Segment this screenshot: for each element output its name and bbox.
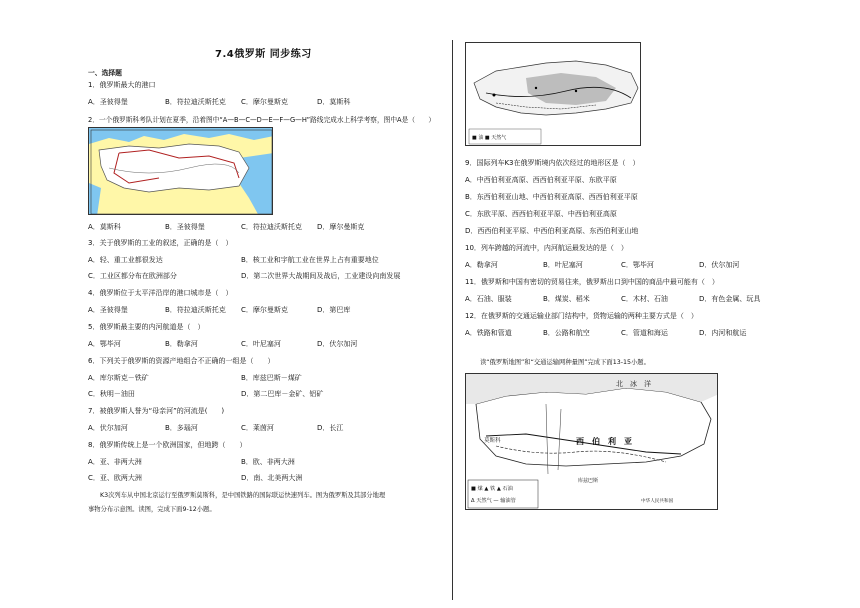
q9-option-c: C．东欧平原、西西伯利亚平原、中西伯利亚高原 (465, 210, 617, 218)
q3-option-b: B．核工业和宇航工业在世界上占有重要地位 (241, 256, 379, 264)
q6-option-b: B．库兹巴斯－煤矿 (241, 374, 302, 382)
q3-option-c: C．工业区都分布在欧洲部分 (88, 272, 177, 280)
q1-option-a: A．圣彼得堡 (88, 98, 128, 106)
map3-city-moscow: 莫斯科 (484, 438, 501, 444)
q4-option-d: D．第巴库 (317, 306, 351, 314)
question-4-stem: 4．俄罗斯位于太平洋沿岸的港口城市是（ ） (88, 289, 233, 297)
q4-option-b: B．符拉迪沃斯托克 (165, 306, 226, 314)
route-map-image (89, 128, 273, 215)
q11-option-a: A．石油、服装 (465, 295, 512, 303)
q1-option-d: D．莫斯科 (317, 98, 351, 106)
page-title: 7.4俄罗斯 同步练习 (215, 49, 312, 60)
q9-option-d: D．西西伯利亚平原、中西伯利亚高原、东西伯利亚山地 (465, 227, 639, 235)
q5-option-c: C．叶尼塞河 (241, 340, 281, 348)
q6-option-c: C．秋明－油田 (88, 390, 135, 398)
section-heading: 一、选择题 (88, 69, 122, 77)
question-12-stem: 12．在俄罗斯的交通运输业部门结构中，货物运输的两种主要方式是（ ） (465, 312, 698, 320)
q5-option-b: B．勒拿河 (165, 340, 198, 348)
q4-option-c: C．摩尔曼斯克 (241, 306, 288, 314)
russia-geography-map-figure (465, 42, 641, 146)
russia-resource-map-figure (465, 373, 718, 510)
passage-13-15: 读“俄罗斯地图”和“交通运输网种量图”完成下面13-15小题。 (480, 359, 650, 366)
q8-option-d: D．南、北美两大洲 (241, 474, 303, 482)
q4-option-a: A．圣彼得堡 (88, 306, 128, 314)
q7-option-b: B．多瑙河 (165, 424, 198, 432)
question-1-stem: 1．俄罗斯最大的港口 (88, 81, 156, 89)
q12-option-c: C．管道和海运 (621, 329, 668, 337)
q2-option-d: D．摩尔曼斯克 (317, 223, 365, 231)
q9-option-b: B．东西伯利亚山地、中西伯利亚高原、西西伯利亚平原 (465, 193, 638, 201)
q11-option-c: C．木材、石油 (621, 295, 668, 303)
russia-geography-map-image (466, 43, 641, 146)
question-8-stem: 8．俄罗斯传统上是一个欧洲国家，但地跨（ ） (88, 441, 247, 449)
q1-option-b: B．符拉迪沃斯托克 (165, 98, 226, 106)
map3-ocean-label: 北 冰 洋 (616, 380, 651, 388)
question-5-stem: 5．俄罗斯最主要的内河航道是（ ） (88, 323, 205, 331)
q10-option-d: D．伏尔加河 (699, 261, 740, 269)
q12-option-d: D．内河和航运 (699, 329, 747, 337)
question-2-stem: 2．一个俄罗斯科考队计划在夏季，沿着图中“A—B—C—D—E—F—G—H”路线完成水上科学考察，图中A是（ ） (88, 116, 436, 124)
q10-option-a: A．勒拿河 (465, 261, 498, 269)
q3-option-d: D．第二次世界大战期间及战后，工业建设向南发展 (241, 272, 401, 280)
passage-9-12-line2: 事物分布示意图。读图，完成下面9-12小题。 (88, 506, 216, 513)
q3-option-a: A．轻、重工业都很发达 (88, 256, 163, 264)
question-10-stem: 10．列车跨越的河流中，内河航运最发达的是（ ） (465, 244, 628, 252)
q10-option-b: B．叶尼塞河 (543, 261, 583, 269)
passage-9-12-line1: K3次列车从中国北京运行至俄罗斯莫斯科，是中国铁路的国际联运快速列车。图为俄罗斯及其部分地理 (100, 492, 386, 499)
q2-option-b: B．圣彼得堡 (165, 223, 205, 231)
russia-resource-map-image (466, 374, 718, 510)
q11-option-d: D．有色金属、玩具 (699, 295, 761, 303)
column-divider (452, 40, 453, 600)
q7-option-c: C．莱茵河 (241, 424, 274, 432)
map3-legend-line2: Δ 天然气 — 输油管 (471, 498, 516, 504)
q11-option-b: B．煤炭、稻米 (543, 295, 590, 303)
q7-option-d: D．长江 (317, 424, 344, 432)
map3-region-label: 西 伯 利 亚 (576, 437, 632, 446)
map3-legend-line1: ■ 煤 ▲ 铁 ▲ 石油 (471, 486, 513, 492)
q12-option-b: B．公路和航空 (543, 329, 590, 337)
q10-option-c: C．鄂毕河 (621, 261, 654, 269)
map3-city-kuzbass: 库兹巴斯 (578, 478, 599, 484)
q5-option-a: A．鄂毕河 (88, 340, 121, 348)
q2-option-c: C．符拉迪沃斯托克 (241, 223, 302, 231)
q8-option-c: C．亚、欧两大洲 (88, 474, 142, 482)
q9-option-a: A．中西伯利亚高原、西西伯利亚平原、东欧平原 (465, 176, 617, 184)
q12-option-a: A．铁路和管道 (465, 329, 512, 337)
q7-option-a: A．伏尔加河 (88, 424, 128, 432)
question-11-stem: 11．俄罗斯和中国有密切的贸易往来，俄罗斯出口到中国的商品中最可能有（ ） (465, 278, 719, 286)
q6-option-d: D．第二巴库－金矿、铝矿 (241, 390, 324, 398)
q6-option-a: A．库尔斯克－铁矿 (88, 374, 149, 382)
map3-country-label: 中华人民共和国 (641, 499, 674, 504)
q8-option-b: B．欧、非两大洲 (241, 458, 295, 466)
question-3-stem: 3．关于俄罗斯的工业的叙述，正确的是（ ） (88, 239, 233, 247)
q5-option-d: D．伏尔加河 (317, 340, 358, 348)
question-7-stem: 7．被俄罗斯人誉为“母亲河”的河流是( ) (88, 407, 225, 415)
question-6-stem: 6．下列关于俄罗斯的资源产地组合不正确的一组是（ ） (88, 357, 275, 365)
q1-option-c: C．摩尔曼斯克 (241, 98, 288, 106)
route-map-figure (88, 127, 273, 215)
q2-option-a: A．莫斯科 (88, 223, 121, 231)
q8-option-a: A．亚、非两大洲 (88, 458, 142, 466)
question-9-stem: 9．国际列车K3在俄罗斯境内依次经过的地形区是（ ） (465, 159, 640, 167)
map1-legend: ■ 油 ■ 天然气 (472, 135, 507, 141)
